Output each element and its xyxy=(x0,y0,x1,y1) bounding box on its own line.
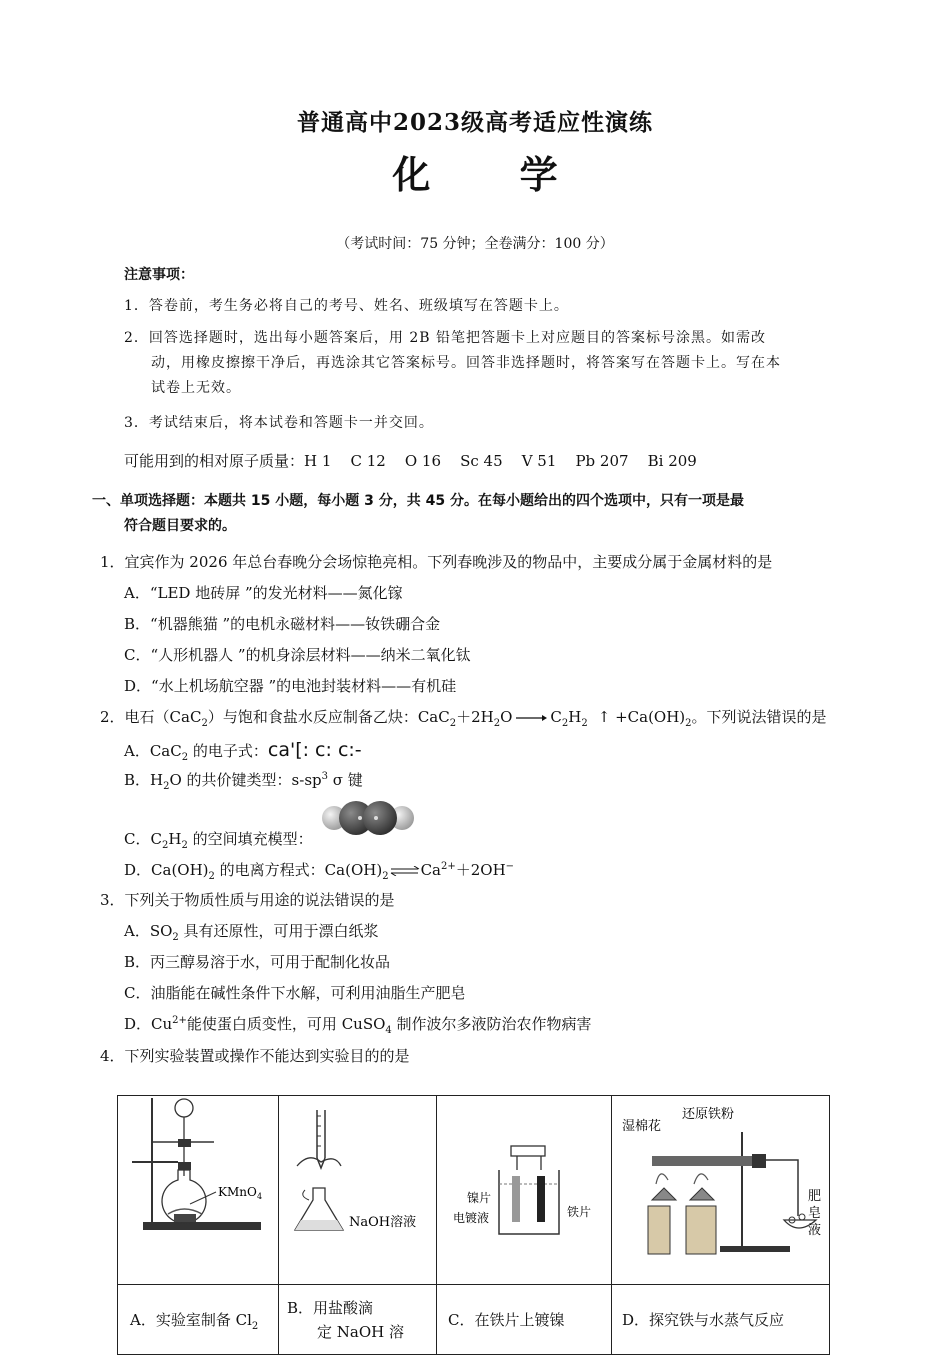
q4-caption-a: A．实验室制备 $Cl_2$ xyxy=(130,1311,259,1332)
q3-option-a: A．$SO_2$ 具有还原性，可用于漂白纸浆 xyxy=(124,922,379,943)
q4-caption-b-line-1: B．用盐酸滴 xyxy=(287,1299,374,1317)
q4-caption-b-line-2: 定 NaOH 溶 xyxy=(317,1323,404,1341)
reaction-arrow-icon xyxy=(514,713,548,723)
svg-text:液: 液 xyxy=(808,1223,822,1238)
subject-title: 化 学 xyxy=(392,152,596,197)
q1-option-b: B．“机器熊猫 ”的电机永磁材料——钕铁硼合金 xyxy=(124,615,441,633)
atomic-masses: 可能用到的相对原子质量：H 1 C 12 O 16 Sc 45 V 51 Pb 207 Bi 209 xyxy=(124,452,697,470)
q4-stem: 4．下列实验装置或操作不能达到实验目的的是 xyxy=(100,1047,410,1065)
svg-text:KMnO: KMnO xyxy=(218,1185,257,1199)
q2-option-a: A．CaC$_2$ 的电子式：ca'[: c: c:- xyxy=(124,739,362,763)
notice-item-2-line-2: 动，用橡皮擦擦干净后，再选涂其它答案标号。回答非选择题时，将答案写在答题卡上。写在本 xyxy=(151,355,781,371)
q1-option-a: A．“LED 地砖屏 ”的发光材料——氮化镓 xyxy=(124,584,403,602)
titration-apparatus-icon xyxy=(279,1096,436,1284)
equilibrium-arrow-icon xyxy=(389,866,421,876)
section-1-heading-line-2: 符合题目要求的。 xyxy=(124,518,236,534)
svg-text:湿棉花: 湿棉花 xyxy=(622,1119,662,1134)
q4-caption-c: C．在铁片上镀镍 xyxy=(448,1311,565,1329)
notice-item-2-line-1: 2．回答选择题时，选出每小题答案后，用 2B 铅笔把答题卡上对应题目的答案标号涂黑。如需改 xyxy=(124,330,767,346)
q3-stem: 3．下列关于物质性质与用途的说法错误的是 xyxy=(100,891,395,909)
svg-text:电镀液: 电镀液 xyxy=(453,1211,490,1225)
q2-stem: 2．电石（CaC$_2$）与饱和食盐水反应制备乙炔：$CaC_2+2H_2O$ $C_2H_2$ ↑ $+Ca(OH)_2$。下列说法错误的是 xyxy=(100,708,827,729)
notice-item-1: 1．答卷前，考生务必将自己的考号、姓名、班级填写在答题卡上。 xyxy=(124,298,569,314)
svg-text:4: 4 xyxy=(257,1192,263,1201)
svg-text:还原铁粉: 还原铁粉 xyxy=(682,1107,735,1122)
q2-option-d: D．$Ca(OH)_2$ 的电离方程式：$Ca(OH)_2$ $Ca^{2+}+2OH^-$ xyxy=(124,861,515,882)
iron-steam-apparatus-icon xyxy=(612,1096,830,1284)
svg-text:皂: 皂 xyxy=(808,1206,822,1221)
exam-title: 普通高中2023级高考适应性演练 xyxy=(296,109,653,136)
svg-text:铁片: 铁片 xyxy=(567,1205,592,1219)
q2-option-b: B．$H_2O$ 的共价键类型：$s-sp^3$ σ 键 xyxy=(124,771,363,792)
q3-option-d: D．$Cu^{2+}$能使蛋白质变性，可用 CuSO$_4$ 制作波尔多液防治农作物病害 xyxy=(124,1015,592,1036)
section-1-heading-line-1: 一、单项选择题：本题共 15 小题，每小题 3 分，共 45 分。在每小题给出的四个选项中，只有一项是最 xyxy=(92,493,744,509)
svg-text:镍片: 镍片 xyxy=(467,1191,492,1205)
q2-option-c: C．$C_2H_2$ 的空间填充模型： xyxy=(124,830,313,851)
q1-option-c: C．“人形机器人 ”的机身涂层材料——纳米二氧化钛 xyxy=(124,646,471,664)
c2h2-space-filling-model-icon xyxy=(320,797,416,839)
svg-text:NaOH溶液: NaOH溶液 xyxy=(349,1215,417,1230)
svg-text:肥: 肥 xyxy=(808,1189,822,1204)
q4-figure-table xyxy=(117,1095,830,1355)
exam-info: （考试时间：75 分钟；全卷满分：100 分） xyxy=(336,236,614,252)
cac2-electron-formula: ca'[: c: c:- xyxy=(267,739,362,761)
chlorine-generator-apparatus-icon xyxy=(118,1096,278,1284)
q4-caption-d: D．探究铁与水蒸气反应 xyxy=(622,1311,785,1329)
electroplating-apparatus-icon xyxy=(437,1096,611,1284)
q1-option-d: D．“水上机场航空器 ”的电池封装材料——有机硅 xyxy=(124,677,457,695)
notice-heading: 注意事项： xyxy=(124,267,194,283)
q1-stem: 1．宜宾作为 2026 年总台春晚分会场惊艳亮相。下列春晚涉及的物品中，主要成分属于金属材料的是 xyxy=(100,553,773,571)
notice-item-3: 3．考试结束后，将本试卷和答题卡一并交回。 xyxy=(124,415,434,431)
notice-item-2-line-3: 试卷上无效。 xyxy=(151,380,241,396)
q3-option-c: C．油脂能在碱性条件下水解，可利用油脂生产肥皂 xyxy=(124,984,466,1002)
q3-option-b: B．丙三醇易溶于水，可用于配制化妆品 xyxy=(124,953,391,971)
